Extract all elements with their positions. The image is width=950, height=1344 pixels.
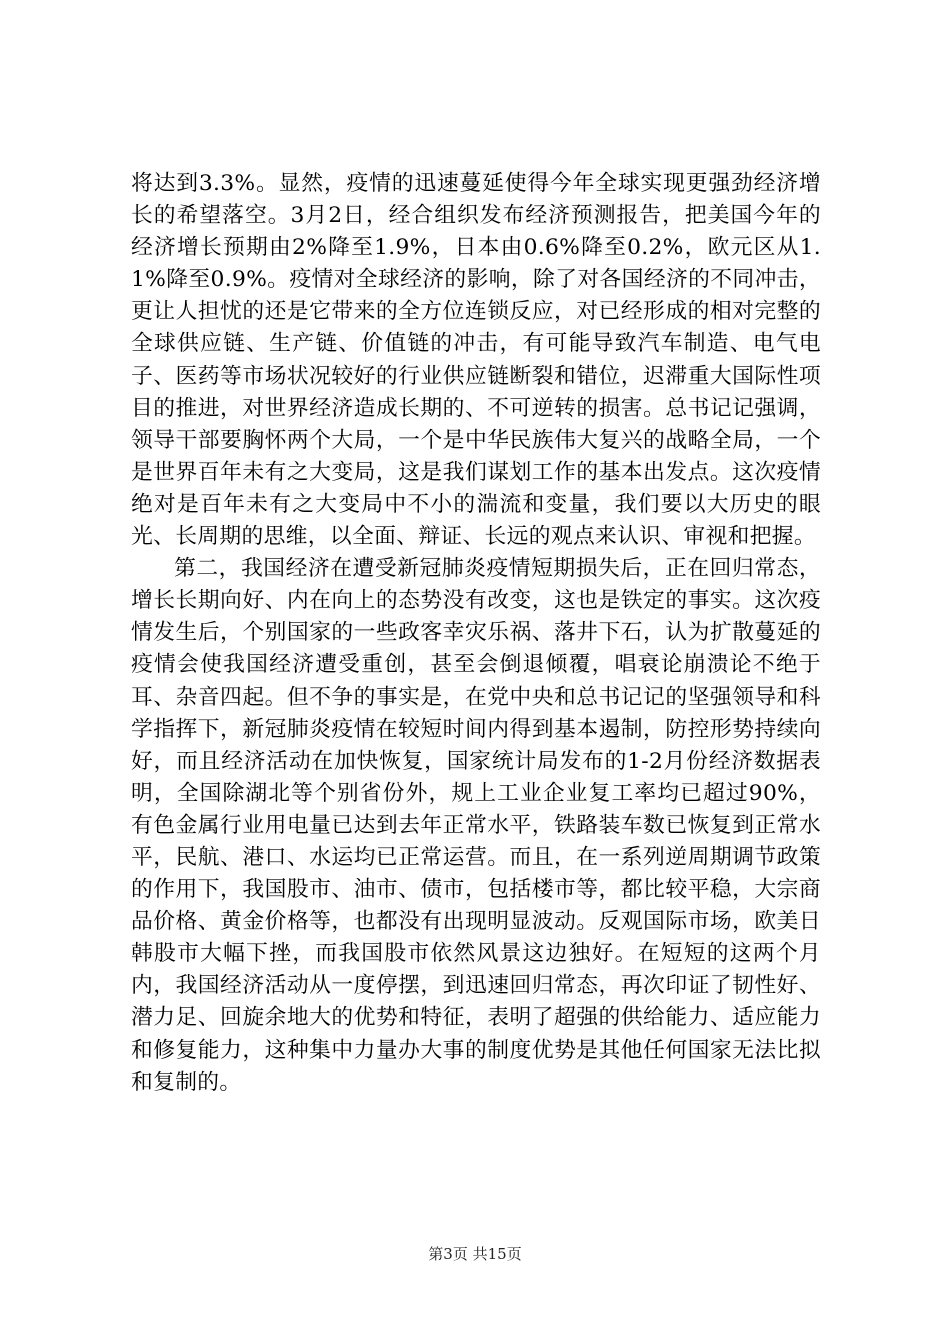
- page-number-footer: 第3页 共15页: [428, 1245, 522, 1263]
- paragraph-continuation: 将达到3.3%。显然，疫情的迅速蔓延使得今年全球实现更强劲经济增长的希望落空。3月2日，经合组织发布经济预测报告，把美国今年的经济增长预期由2%降至1.9%，日本由0.6%降至0.2%，欧元区从1.1%降至0.9%。疫情对全球经济的影响，除了对各国经济的不同冲击，更让人担忧的还是它带来的全方位连锁反应，对已经形成的相对完整的全球供应链、生产链、价值链的冲击，有可能导致汽车制造、电气电子、医药等市场状况较好的行业供应链断裂和错位，迟滞重大国际性项目的推进，对世界经济造成长期的、不可逆转的损害。总书记记强调，领导干部要胸怀两个大局，一个是中华民族伟大复兴的战略全局，一个是世界百年未有之大变局，这是我们谋划工作的基本出发点。这次疫情绝对是百年未有之大变局中不小的湍流和变量，我们要以大历史的眼光、长周期的思维，以全面、辩证、长远的观点来认识、审视和把握。: [131, 171, 821, 550]
- paragraph-second-point: 第二，我国经济在遭受新冠肺炎疫情短期损失后，正在回归常态，增长长期向好、内在向上的态势没有改变，这也是铁定的事实。这次疫情发生后，个别国家的一些政客幸灾乐祸、落井下石，认为扩散蔓延的疫情会使我国经济遭受重创，甚至会倒退倾覆，唱衰论崩溃论不绝于耳、杂音四起。但不争的事实是，在党中央和总书记记的坚强领导和科学指挥下，新冠肺炎疫情在较短时间内得到基本遏制，防控形势持续向好，而且经济活动在加快恢复，国家统计局发布的1-2月份经济数据表明，全国除湖北等个别省份外，规上工业企业复工率均已超过90%，有色金属行业用电量已达到去年正常水平，铁路装车数已恢复到正常水平，民航、港口、水运均已正常运营。而且，在一系列逆周期调节政策的作用下，我国股市、油市、债市，包括楼市等，都比较平稳，大宗商品价格、黄金价格等，也都没有出现明显波动。反观国际市场，欧美日韩股市大幅下挫，而我国股市依然风景这边独好。在短短的这两个月内，我国经济活动从一度停摆，到迅速回归常态，再次印证了韧性好、潜力足、回旋余地大的优势和特征，表明了超强的供给能力、适应能力和修复能力，这种集中力量办大事的制度优势是其他任何国家无法比拟和复制的。: [131, 556, 821, 1095]
- document-body: [131, 168, 821, 1099]
